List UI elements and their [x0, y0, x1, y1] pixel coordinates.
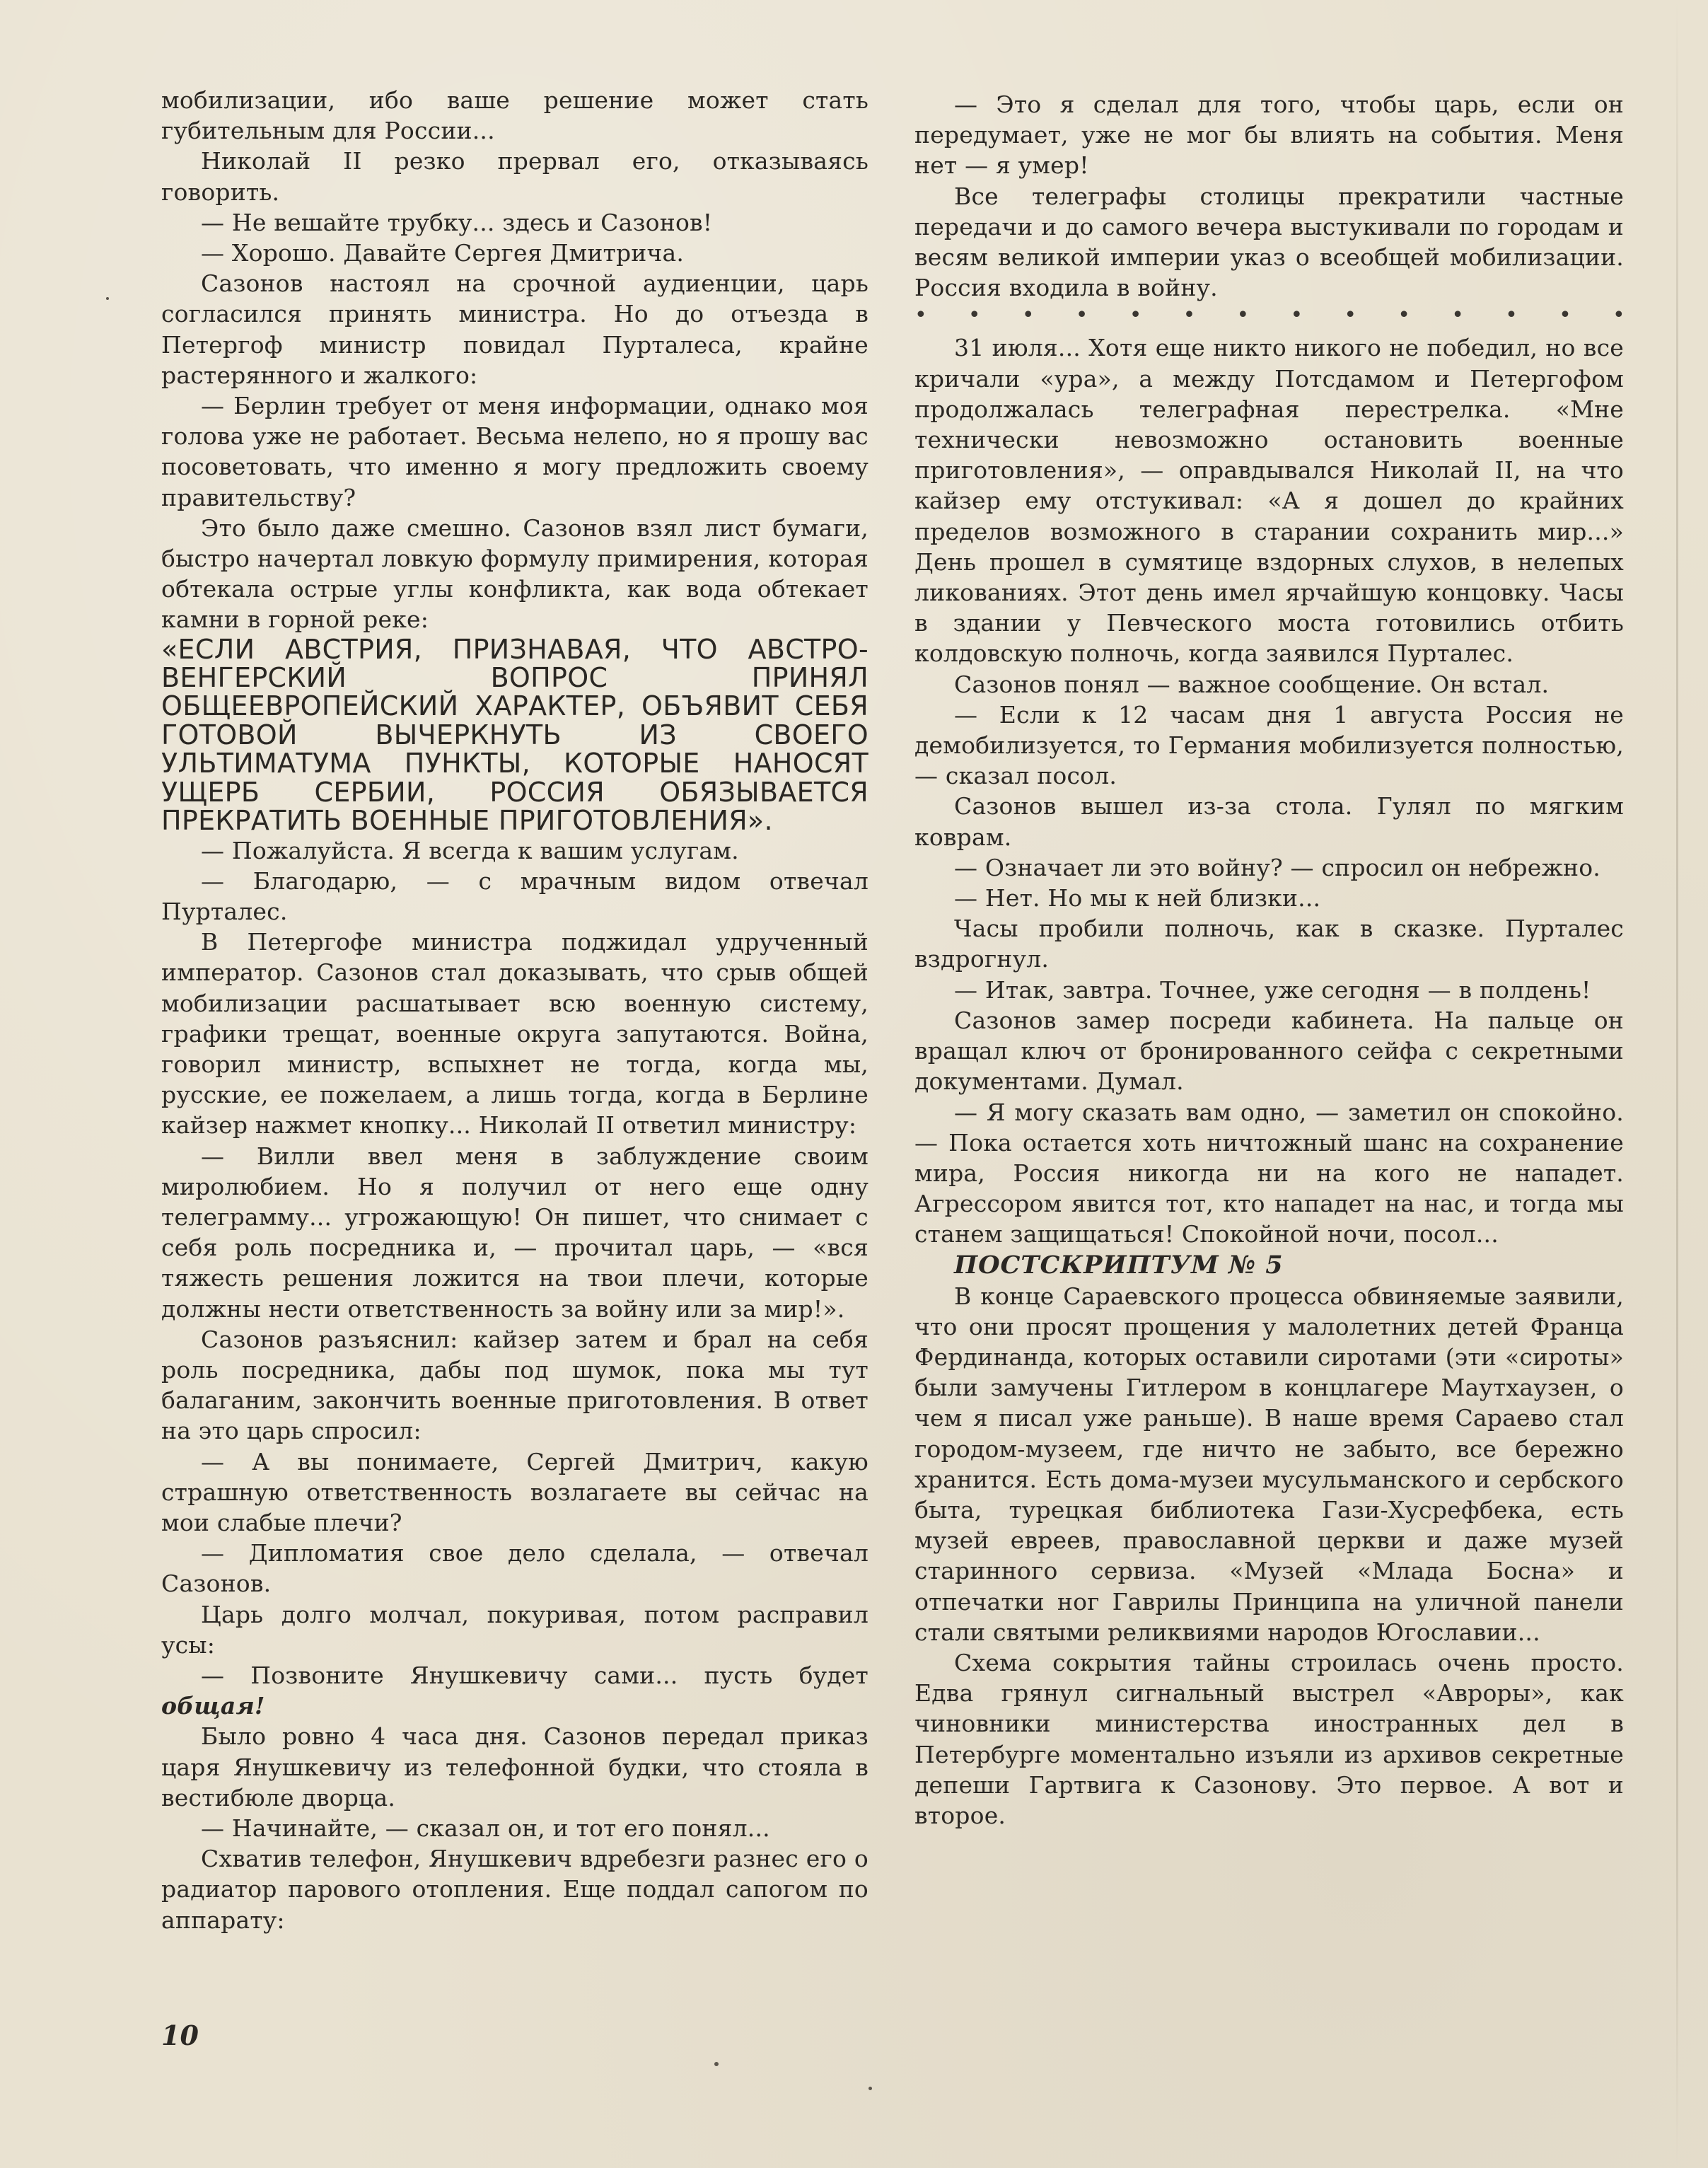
paragraph: — Я могу сказать вам одно, — заметил он спокойно. — Пока остается хоть ничтожный шанс на сохранение мира, Россия никогда ни на кого не нападет. Агрессором явится тот, кто нападет на нас, и тогда мы станем защищаться! Спокойной ночи, посол...	[914, 1098, 1624, 1248]
page-number: 10	[161, 2019, 199, 2051]
paragraph: Схема сокрытия тайны строилась очень просто. Едва грянул сигнальный выстрел «Авроры», как чиновники министерства иностранных дел в Петербурге моментально изъяли из архивов секретные депеши Гартвига к Сазонову. Это первое. А вот и второе.	[914, 1648, 1624, 1829]
separator-dot: •	[1612, 303, 1625, 328]
paragraph: Сазонов настоял на срочной аудиенции, царь согласился принять министра. Но до отъезда в Петергоф министр повидал Пурталеса, крайне растерянного и жалкого:	[161, 269, 868, 389]
paragraph: Часы пробили полночь, как в сказке. Пурталес вздрогнул.	[914, 915, 1624, 973]
telegram-quote: «ЕСЛИ АВСТРИЯ, ПРИЗНАВАЯ, ЧТО АВСТРО-ВЕНГЕРСКИЙ ВОПРОС ПРИНЯЛ ОБЩЕЕВРОПЕЙСКИЙ ХАРАКТЕР, ОБЪЯВИТ СЕБЯ ГОТОВОЙ ВЫЧЕРКНУТЬ ИЗ СВОЕГО УЛЬТИМАТУМА ПУНКТЫ, КОТОРЫЕ НАНОСЯТ УЩЕРБ СЕРБИИ, РОССИЯ ОБЯЗЫВАЕТСЯ ПРЕКРАТИТЬ ВОЕННЫЕ ПРИГОТОВЛЕНИЯ».	[161, 633, 868, 837]
italic-emphasis: общая!	[161, 1692, 265, 1720]
separator-dot: •	[968, 303, 981, 328]
separator-dot: •	[1183, 303, 1196, 328]
left-column	[161, 85, 868, 1935]
paragraph: — Пожалуйста. Я всегда к вашим услугам.	[201, 836, 739, 864]
separator-dot: •	[1451, 303, 1465, 328]
paragraph: В конце Сараевского процесса обвиняемые заявили, что они просят прощения у малолетних детей Франца Фердинанда, которых оставили сиротами (эти «сироты» были замучены Гитлером в концлагере Маутхаузен, о чем я писал уже раньше). В наше время Сараево стал городом-музеем, где ничто не забыто, все бережно хранится. Есть дома-музеи мусульманского и сербского быта, турецкая библиотека Гази-Хусрефбека, есть музей евреев, православной церкви и даже музей старинного сервиза. «Музей «Млада Босна» и отпечатки ног Гаврилы Принципа на уличной панели стали святыми реликвиями народов Югославии...	[914, 1282, 1624, 1646]
separator-dot: •	[1075, 303, 1088, 328]
paragraph: Николай II резко прервал его, отказываясь говорить.	[161, 147, 868, 206]
paragraph: — Итак, завтра. Точнее, уже сегодня — в полдень!	[954, 975, 1591, 1004]
separator-dot: •	[1559, 303, 1572, 328]
paragraph: Сазонов разъяснил: кайзер затем и брал на себя роль посредника, дабы под шумок, пока мы тут балаганим, закончить военные приготовления. В ответ на это царь спросил:	[161, 1325, 868, 1445]
separator-dot: •	[1129, 303, 1142, 328]
paragraph: Все телеграфы столицы прекратили частные передачи и до самого вечера выстукивали по городам и весям великой империи указ о всеобщей мобилизации. Россия входила в войну.	[914, 182, 1624, 302]
paragraph: Схватив телефон, Янушкевич вдребезги разнес его о радиатор парового отопления. Еще поддал сапогом по аппарату:	[161, 1845, 868, 1934]
print-speck	[868, 2087, 872, 2090]
paragraph: — Это я сделал для того, чтобы царь, если он передумает, уже не мог бы влиять на события. Меня нет — я умер!	[914, 91, 1624, 180]
separator-dot: •	[1236, 303, 1250, 328]
paragraph: — Нет. Но мы к ней близки...	[954, 884, 1321, 912]
paragraph-text: — Позвоните Янушкевичу сами... пусть будет	[201, 1661, 868, 1689]
paragraph: — Означает ли это войну? — спросил он небрежно.	[954, 853, 1600, 881]
paragraph: мобилизации, ибо ваше решение может стать губительным для России...	[161, 86, 868, 145]
right-column	[914, 89, 1624, 1831]
paragraph: Это было даже смешно. Сазонов взял лист бумаги, быстро начертал ловкую формулу примирения, которая обтекала острые углы конфликта, как вода обтекает камни в горной реке:	[161, 514, 868, 634]
paragraph: 31 июля... Хотя еще никто никого не победил, но все кричали «ура», а между Потсдамом и Петергофом продолжалась телеграфная перестрелка. «Мне технически невозможно остановить военные приготовления», — оправдывался Николай II, на что кайзер ему отстукивал: «А я дошел до крайних пределов возможного в старании сохранить мир...» День прошел в сумятице вздорных слухов, в нелепых ликованиях. Этот день имел ярчайшую концовку. Часы в здании у Певческого моста готовились отбить колдовскую полночь, когда заявился Пурталес.	[914, 334, 1624, 668]
paragraph: Сазонов замер посреди кабинета. На пальце он вращал ключ от бронированного сейфа с секретными документами. Думал.	[914, 1006, 1624, 1096]
paragraph: — Берлин требует от меня информации, однако моя голова уже не работает. Весьма нелепо, но я прошу вас посоветовать, что именно я могу предложить своему правительству?	[161, 392, 868, 511]
paragraph: — Начинайте, — сказал он, и тот его понял...	[201, 1814, 770, 1842]
paragraph: — Благодарю, — с мрачным видом отвечал Пурталес.	[161, 866, 868, 925]
paragraph	[161, 1660, 868, 1721]
paragraph: — Не вешайте трубку... здесь и Сазонов!	[201, 208, 713, 236]
separator-dot: •	[1398, 303, 1411, 328]
separator-dot: •	[1290, 303, 1303, 328]
paragraph: — А вы понимаете, Сергей Дмитрич, какую страшную ответственность возлагаете вы сейчас на мои слабые плечи?	[161, 1447, 868, 1536]
paragraph: — Дипломатия свое дело сделала, — отвечал Сазонов.	[161, 1539, 868, 1598]
paragraph: — Хорошо. Давайте Сергея Дмитрича.	[201, 239, 685, 267]
paragraph: Было ровно 4 часа дня. Сазонов передал приказ царя Янушкевичу из телефонной будки, что стояла в вестибюле дворца.	[161, 1722, 868, 1812]
postscript-heading: ПОСТСКРИПТУМ № 5	[954, 1250, 1284, 1280]
separator-dot: •	[1021, 303, 1035, 328]
paragraph: Сазонов понял — важное сообщение. Он встал.	[954, 670, 1550, 698]
print-speck	[714, 2062, 719, 2066]
paragraph: Царь долго молчал, покуривая, потом расправил усы:	[161, 1600, 868, 1659]
paragraph: Сазонов вышел из-за стола. Гулял по мягким коврам.	[914, 792, 1624, 851]
separator-dot: •	[1344, 303, 1357, 328]
separator-dot: •	[914, 303, 927, 328]
section-separator-dots	[914, 303, 1625, 328]
separator-dot: •	[1505, 303, 1518, 328]
paragraph: — Если к 12 часам дня 1 августа Россия не демобилизуется, то Германия мобилизуется полностью, — сказал посол.	[914, 700, 1624, 790]
print-speck	[106, 297, 109, 300]
paragraph: — Вилли ввел меня в заблуждение своим миролюбием. Но я получил от него еще одну телеграмму... угрожающую! Он пишет, что снимает с себя роль посредника и, — прочитал царь, — «вся тяжесть решения ложится на твои плечи, которые должны нести ответственность за войну или за мир!».	[161, 1142, 868, 1323]
page-fold-shadow	[1676, 0, 1678, 2168]
paragraph: В Петергофе министра поджидал удрученный император. Сазонов стал доказывать, что срыв общей мобилизации расшатывает всю военную систему, графики трещат, военные округа запутаются. Война, говорил министр, вспыхнет не тогда, когда мы, русские, ее пожелаем, а лишь тогда, когда в Берлине кайзер нажмет кнопку... Николай II ответил министру:	[161, 928, 868, 1140]
